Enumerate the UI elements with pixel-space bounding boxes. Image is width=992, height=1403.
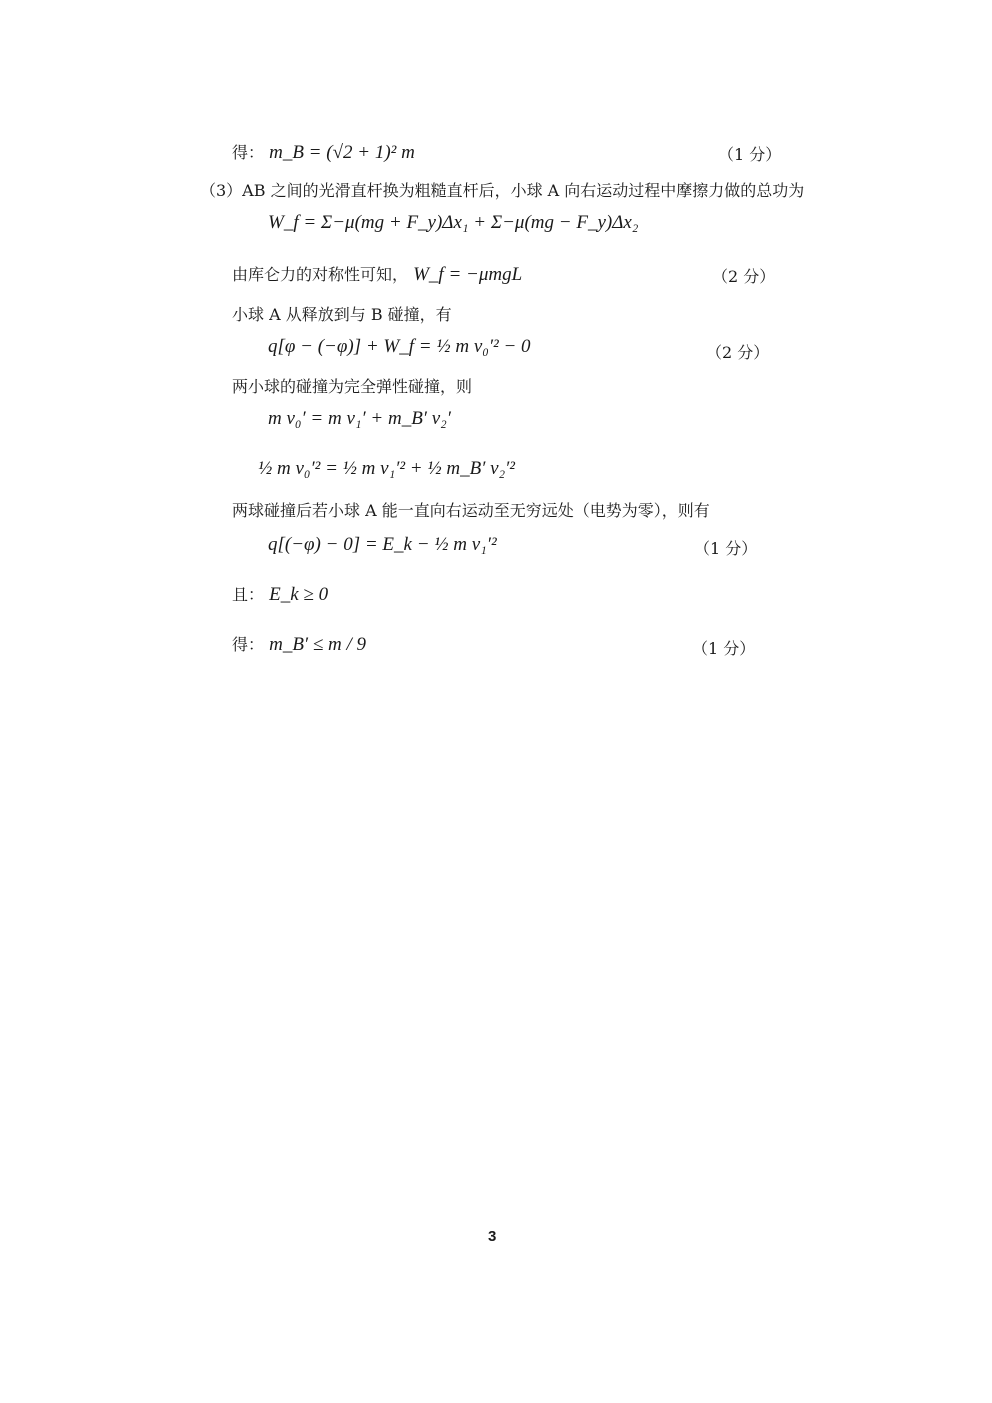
line-wf-sum <box>268 212 638 234</box>
line-label: 得： <box>232 635 265 654</box>
equation: E_k ≥ 0 <box>269 584 329 605</box>
line-potential-eq <box>268 534 497 556</box>
equation: q[φ − (−φ)] + W_f = ½ m v₀′² − 0 <box>268 336 531 357</box>
line-release-text <box>232 302 452 325</box>
score-badge: （1 分） <box>718 145 782 164</box>
line-label: 且： <box>232 585 265 604</box>
line-collision-text <box>232 374 472 397</box>
line-label: 两球碰撞后若小球 A 能一直向右运动至无穷远处（电势为零），则有 <box>232 501 710 520</box>
score-badge: （2 分） <box>712 267 776 286</box>
equation: W_f = −μmgL <box>413 264 523 285</box>
score-badge: （2 分） <box>706 343 770 362</box>
line-momentum-eq <box>268 408 451 430</box>
equation: m_B = (√2 + 1)² m <box>269 142 415 163</box>
equation: W_f = Σ−μ(mg + F_y)Δx₁ + Σ−μ(mg − F_y)Δx₂ <box>268 212 639 233</box>
line-label: 小球 A 从释放到与 B 碰撞，有 <box>232 305 452 324</box>
line-label: 由库仑力的对称性可知， <box>232 265 409 284</box>
page-number: 3 <box>488 1228 497 1245</box>
equation: m_B′ ≤ m / 9 <box>269 634 367 655</box>
line-label: （3）AB 之间的光滑直杆换为粗糙直杆后，小球 A 向右运动过程中摩擦力做的总功为 <box>200 181 805 200</box>
line-mb-result <box>232 140 415 164</box>
equation: ½ m v₀′² = ½ m v₁′² + ½ m_B′ v₂′² <box>258 458 515 479</box>
score-badge: （1 分） <box>692 639 756 658</box>
line-final-result <box>232 632 366 656</box>
equation: q[(−φ) − 0] = E_k − ½ m v₁′² <box>268 534 497 555</box>
line-part3-intro <box>200 178 804 201</box>
line-infinity-text <box>232 498 710 521</box>
score-badge: （1 分） <box>694 539 758 558</box>
line-energy-eq <box>268 336 531 358</box>
line-wf-symmetry <box>232 262 522 286</box>
equation: m v₀′ = m v₁′ + m_B′ v₂′ <box>268 408 451 429</box>
line-kinetic-eq <box>258 458 515 480</box>
line-ek-condition <box>232 582 328 606</box>
line-label: 两小球的碰撞为完全弹性碰撞，则 <box>232 377 473 396</box>
line-label: 得： <box>232 143 265 162</box>
